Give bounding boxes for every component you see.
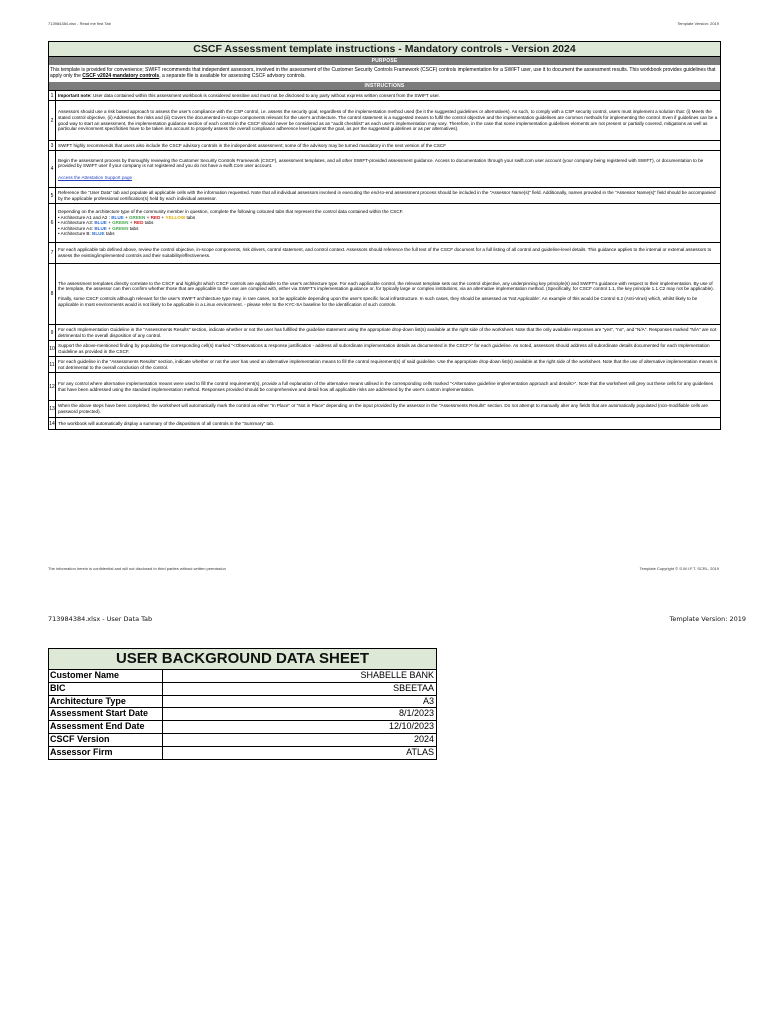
instruction-number: 14 [49,418,56,429]
user-data-value[interactable]: SBEETAA [393,682,434,693]
instruction-paragraph [58,359,718,370]
user-data-value[interactable]: ATLAS [406,746,434,757]
instruction-row [49,324,720,340]
page2-header-left: 713984384.xlsx - User Data Tab [48,615,153,623]
instruction-text [56,188,720,203]
tab-plus: + [145,214,151,220]
tab-color-green: GREEN [112,220,129,226]
tab-color-green: GREEN [112,225,129,231]
instruction-number: 1 [49,91,56,100]
tab-color-blue: BLUE [111,214,124,220]
page1-header-right: Template Version: 2019 [677,21,719,26]
instruction-body: For each applicable tab defined above, review the control objective, in-scope components, risk drivers, control statement, and control context. Assessors should reference the full text of the CSCF document for a full listing of all control and guideline-level details. This guidance applies to the internal or external assessors to assess the existing/implemented controls and their suitability/effectiveness. [58,247,712,258]
user-data-row [49,682,436,695]
page1-header-left: 713984384.xlsx - Read me first Tab [48,21,111,26]
tabs-word: tabs [104,231,115,237]
instructions-band: INSTRUCTIONS [49,82,720,90]
user-data-sheet [48,648,437,760]
instruction-row [49,356,720,372]
instruction-body: The workbook will automatically display a summary of the dispositions of all controls in the "Summary" tab. [58,420,275,426]
user-data-label: Assessor Firm [49,747,163,759]
user-data-label: CSCF Version [49,734,163,746]
instruction-number: 8 [49,264,56,324]
instruction-number: 12 [49,373,56,400]
tabs-word: tabs [128,225,139,231]
instruction-paragraph [58,143,718,149]
instruction-paragraph [58,343,718,354]
page1-footer-right: Template Copyright © S.W.I.F.T. SCRL, 2019 [639,566,719,571]
attestation-support-link[interactable]: Access the Attestation Support page [58,174,133,180]
instruction-text [56,141,720,150]
instruction-body: Support the above-mentioned finding by populating the corresponding cell(s) marked "<Observations & response justification - address all subordinate implementation details as documented in the CSCF>" for each guideline. As noted, assessors should address all subordinate details documented for each Implementation Guideline as provided in the CSCF. [58,342,710,354]
instruction-body: For each guideline in the "Assessments Results" section, indicate whether or not the user has used an alternative implementation means to fill the control requirement(s) of said guideline. Use the appropriate drop-down list(s) available at the right side of the worksheet. Note that the use of alternative implementation means is not detrimental to the overall conclusion of the control. [58,358,718,370]
instruction-number: 13 [49,401,56,417]
user-data-value[interactable]: 2024 [413,733,434,744]
instruction-number: 5 [49,188,56,203]
user-data-label: Architecture Type [49,696,163,708]
tab-plus: + [123,214,129,220]
purpose-link[interactable]: CSCF v2024 mandatory controls [82,73,160,79]
instruction-row [49,372,720,400]
user-data-row [49,695,436,708]
instruction-row [49,140,720,150]
user-data-value[interactable]: A3 [422,695,434,706]
purpose-text-part1: This template is provided for convenience; SWIFT recommends that independent assessors, involved in the assessment of the Customer Security Controls Framework (CSCF) controls implementation for a SWIFT user, use it to document the assessment results. This workbook provides guidelines that apply only the [50,67,716,79]
instruction-text [56,204,720,242]
instruction-row [49,150,720,187]
instruction-paragraph [58,158,718,169]
user-data-row [49,720,436,733]
instructions-title: CSCF Assessment template instructions - Mandatory controls - Version 2024 [49,42,720,57]
tab-plus: + [106,225,113,231]
instruction-paragraph [58,281,718,292]
tab-color-green: GREEN [128,214,146,220]
instruction-body: Reference the "User Data" tab and populate all applicable cells with the information requested. Note that all individual assessors involved in executing the end-to-end assessment process should be included in the "Assessor Name(s)" field. Additionally, names provided in the "Assessor Name(s)" field should be accompanied by the applicable professional certification(s) held by each individual assessor. [58,189,716,201]
instruction-body: The assessment templates directly correlate to the CSCF and highlight which CSCF controls are applicable to the user's architecture type. For each applicable control, the relevant template sets out the control objective, any underpinning key principle(s) and SWIFT's guidance with respect to their implementation. By use of the template, the assessor can then confirm whether those that are applicable to the user are complied with, either via SWIFT's implementation guidance or, for typically large or complex institutions, via an alternative implementation method. (Specifically, for CSCF control 1.1, the key principle 1.1.C2 may not be applicable). [58,280,714,292]
instructions-sheet [48,41,721,430]
user-data-label: Assessment Start Date [49,708,163,720]
instruction-number: 7 [49,243,56,263]
user-data-value[interactable]: SHABELLE BANK [360,670,434,680]
instruction-number: 9 [49,325,56,340]
instruction-body: Depending on the architecture type of the community member in question, complete the following coloured tabs that represent the control data contained within the CSCF. [58,209,404,215]
instruction-body: Begin the assessment process by thoroughly reviewing the Customer Security Controls Framework (CSCF), assessment templates, and all other SWIFT-provided assessment guidance. Access to documentation through your swift.com user account (your company being registered with SWIFT), or documentation to be provided by SWIFT user if your company is not registered and you do not have a swift.Com user account. [58,157,704,169]
user-data-label: BIC [49,683,163,695]
user-data-title: USER BACKGROUND DATA SHEET [49,649,436,670]
purpose-band: PURPOSE [49,57,720,65]
instruction-row [49,203,720,242]
tab-plus: + [128,220,134,226]
instruction-row [49,242,720,263]
instruction-number: 2 [49,101,56,140]
instruction-number: 6 [49,204,56,242]
purpose-text-part2: , a separate file is available for assessing CSCF advisory controls. [159,73,306,79]
instruction-text [56,101,720,140]
user-data-row [49,670,436,682]
page1-footer-left: The information herein is confidential and will not disclosed to third parties without written permission [48,566,226,571]
instruction-important: Important note: [58,92,92,98]
instruction-paragraph [58,327,718,338]
instruction-text [56,341,720,356]
user-data-value[interactable]: 8/1/2023 [398,708,434,719]
architecture-line [58,231,718,237]
instruction-row [49,417,720,429]
architecture-label: • Architecture B: [58,231,93,237]
tab-color-yellow: YELLOW [165,214,186,220]
instruction-text [56,243,720,263]
instruction-number: 3 [49,141,56,150]
instruction-row [49,90,720,100]
user-data-row [49,746,436,759]
instruction-text [56,264,720,324]
tab-color-red: RED [133,220,144,226]
instruction-number: 11 [49,357,56,372]
instruction-paragraph-2: Finally, some CSCF controls although relevant for the user's SWIFT architecture type may, in rare cases, not be applicable depending upon the user's specific local infrastructure. In such cases, they should be assessed as 'Not Applicable'. An example of this would be Control 6.2 (Anti-Virus) which, whilst likely to be applicable in most environments would is not likely to be applicable in a Linux environment. - please refer to the KYC-SA baseline for the identification of such controls. [58,296,698,307]
user-data-label: Customer Name [49,670,163,682]
user-data-value[interactable]: 12/10/2023 [388,721,434,732]
instruction-text [56,401,720,417]
instruction-text [56,357,720,372]
instruction-body: For each Implementation Guideline in the "Assessments Results" section, indicate whether or not the user has fulfilled the guideline statement using the appropriate drop-down list(s) available at the right side of the worksheet. Note that the only available responses are "yes", "no", and "N/A". Responses marked "N/A" are not detrimental to the overall disposition of any control. [58,326,717,338]
tab-plus: + [106,220,113,226]
user-data-label: Assessment End Date [49,721,163,733]
user-data-row [49,707,436,720]
user-data-rows [49,670,436,759]
tab-color-red: RED [150,214,161,220]
instruction-row [49,340,720,356]
tab-color-blue: BLUE [94,220,107,226]
instruction-paragraph [58,93,718,99]
instruction-paragraph [58,190,718,201]
instruction-body: For any control where alternative implementation means were used to fill the control requirement(s), provide a full explanation of the alternative means utilised in the corresponding cells marked "<Alternative guideline implementation approach and details>". Note that the worksheet will grey out these cells for any guidelines that have been addressed using the standard implementation method. Responses provided should be comprehensive and detail how all applicable risks are addressed by the user's custom implementation. [58,380,714,392]
tab-plus: + [160,214,166,220]
instruction-text [56,325,720,340]
tabs-word: tabs [185,214,196,220]
instruction-number: 10 [49,341,56,356]
instruction-body: When the above steps have been completed, the worksheet will automatically mark the control as either "In Place" or "Not in Place" depending on the input provided by the assessor in the "Assessments Results" section. Do not attempt to manually alter any fields that are automatically populated (non-modifiable cells are password protected). [58,403,708,414]
tab-color-blue: BLUE [92,231,105,237]
architecture-label: • Architecture A4: [58,225,95,231]
tab-color-blue: BLUE [94,225,107,231]
instruction-row [49,400,720,417]
instruction-paragraph [58,421,718,427]
architecture-label: • Architecture A3: [58,220,95,226]
instruction-text [56,151,720,187]
instruction-text [56,418,720,429]
instruction-text [56,91,720,100]
instruction-paragraph [58,247,718,258]
architecture-label: • Architecture A1 and A2 : [58,214,112,220]
instruction-text [56,373,720,400]
instruction-row [49,100,720,140]
user-data-row [49,733,436,746]
tabs-word: tabs [143,220,154,226]
purpose-text [49,65,720,82]
instruction-paragraph [58,381,718,392]
instruction-row [49,187,720,203]
instruction-paragraph [58,109,718,131]
instruction-body: Assessors should use a risk based approach to assess the user's compliance with the CSP control, i.e. assess the security goal, regardless of the implementation method used (be it the suggested guidelines or alternatives). As such, to comply with a CSP security control, users must implement a solution that: (i) Meets the stated control objective, (ii) Addresses the risks and (iii) Covers the documented in-scope components relevant for the user's architecture. The control statement is a suggested means to fulfil the control objective and the implementation guidelines are common methods for implementing the control. Even if guidelines can be a good way to start an assessment, the implementation guidance section of each control in the CSCF should never be considered as an "audit checklist" as each user's implementation may vary. Therefore, in the case that some implementation guidelines elements are not present or partially covered, mitigations as well as particular environment specificities have to be taken into account to properly assess the overall compliance adherence level (against the goal, as per the suggested guidelines or as per alternatives). [58,109,718,132]
instruction-row [49,263,720,324]
instruction-number: 4 [49,151,56,187]
page2-header-right: Template Version: 2019 [669,615,746,623]
instruction-paragraph [58,403,718,414]
instructions-list [49,90,720,429]
instruction-body: User data contained within this assessment workbook is considered sensitive and must not be disclosed to any party without express written consent from the SWIFT user. [91,92,440,98]
instruction-body: SWIFT highly recommends that users also include the CSCF advisory controls in the independent assessment; some of the advisory may be turned mandatory in the next version of the CSCF [58,142,447,148]
